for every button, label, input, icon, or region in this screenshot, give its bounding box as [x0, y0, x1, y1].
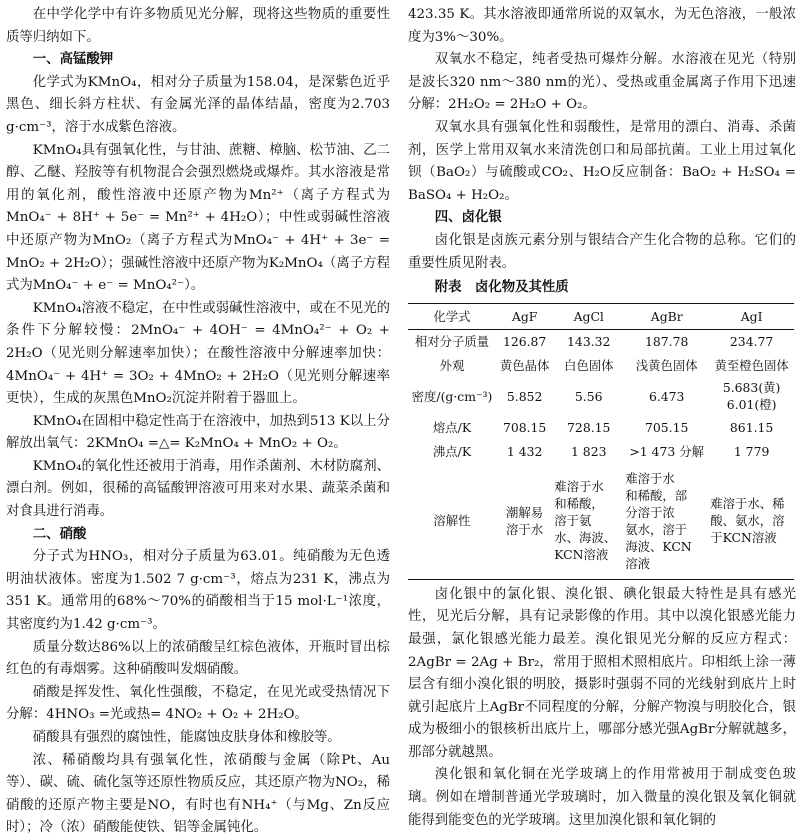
- table-header-row: [408, 303, 794, 329]
- section-heading-nitric-acid: 二、硝酸: [32, 526, 87, 542]
- table-cell: 234.77: [729, 333, 774, 349]
- kmno4-solid-paragraph: KMnO₄在固相中稳定性高于在溶液中，加热到513 K以上分解放出氧气：2KMnO₄ =△= K₂MnO₄ + MnO₂ + O₂。: [6, 413, 390, 452]
- table-cell: 熔点/K: [432, 419, 472, 435]
- table-cell: 187.78: [645, 333, 689, 349]
- table-cell: 5.852: [506, 388, 543, 404]
- peroxide-use-paragraph: 双氧水具有强氧化性和弱酸性，是常用的漂白、消毒、杀菌剂，医学上常用双氧水来清洗创口和局部抗菌。工业上用过氧化钡（BaO₂）与硫酸或CO₂、H₂O反应制备：BaO₂ + H₂SO₄ = BaSO₄ + H₂O₂。: [408, 119, 796, 203]
- table-cell: 难溶于水、稀 酸、氨水，溶 于KCN溶液: [709, 463, 794, 579]
- section-heading-silver-halide: 四、卤化银: [434, 210, 502, 226]
- table-row: [408, 439, 794, 463]
- table-cell: 143.32: [567, 333, 611, 349]
- table-cell: 相对分子质量: [414, 333, 490, 349]
- intro-paragraph: 在中学化学中有许多物质见光分解，现将这些物质的重要性质等归纳如下。: [6, 7, 390, 45]
- table-cell: 728.15: [567, 419, 611, 435]
- table-cell: >1 473 分解: [629, 443, 704, 459]
- silver-halide-table: [408, 303, 794, 580]
- table-cell: 1 432: [506, 443, 543, 459]
- table-cell: 126.87: [502, 333, 547, 349]
- table-row: [408, 415, 794, 439]
- table-cell: 705.15: [645, 419, 689, 435]
- table-row: [408, 329, 794, 353]
- section-heading-kmno4: 一、高锰酸钾: [32, 52, 114, 68]
- table-header-cell: AgCl: [553, 303, 624, 329]
- table-cell: 黄色晶体: [499, 357, 550, 373]
- table-cell: 沸点/K: [432, 443, 472, 459]
- table-header-cell: AgI: [709, 303, 794, 329]
- nitric-fuming-paragraph: 质量分数达86%以上的浓硝酸呈红棕色液体，开瓶时冒出棕红色的有毒烟雾。这种硝酸叫发烟硝酸。: [6, 639, 390, 678]
- table-row: [408, 377, 794, 415]
- table-cell: 861.15: [729, 419, 774, 435]
- table-cell: 浅黄色固体: [635, 357, 698, 373]
- table-title: 附表 卤化物及其性质: [434, 280, 569, 296]
- kmno4-decomposition-paragraph: KMnO₄溶液不稳定，在中性或弱碱性溶液中，或在不见光的条件下分解较慢：2MnO₄⁻ + 4OH⁻ = 4MnO₄²⁻ + O₂ + 2H₂O（见光则分解速率加快）；在酸性溶液中分解速率加快：4MnO₄⁻ + 4H⁺ = 3O₂ + 4MnO₂ + 2H₂O（见光则分解速率更快），生成的灰黑色MnO₂沉淀并附着于器皿上。: [6, 300, 390, 407]
- table-header-cell: AgBr: [624, 303, 709, 329]
- kmno4-oxidizing-paragraph: KMnO₄具有强氧化性，与甘油、蔗糖、樟脑、松节油、乙二醇、乙醚、羟胺等有机物混合会强烈燃烧或爆炸。其水溶液是常用的氧化剂，酸性溶液中还原产物为Mn²⁺（离子方程式为MnO₄⁻ + 8H⁺ + 5e⁻ = Mn²⁺ + 4H₂O）；中性或弱碱性溶液中还原产物为MnO₂（离子方程式为MnO₄⁻ + 4H⁺ + 3e⁻ = MnO₂ + 2H₂O）；强碱性溶液中还原产物为K₂MnO₄（离子方程式为MnO₄⁻ + e⁻ = MnO₄²⁻）。: [6, 142, 390, 294]
- table-cell: 潮解易 溶于水: [496, 463, 553, 579]
- table-cell: 1 779: [733, 443, 770, 459]
- photochromic-glass-paragraph: 溴化银和氧化铜在光学玻璃上的作用常被用于制成变色玻璃。例如在增制普通光学玻璃时，加入微量的溴化银及氧化铜就能得到能变色的光学玻璃。这里加溴化银和氧化铜的: [408, 767, 796, 828]
- table-row: [408, 463, 794, 579]
- table-cell: 外观: [439, 357, 465, 373]
- table-cell: 5.683(黄) 6.01(橙): [722, 380, 781, 413]
- peroxide-unstable-paragraph: 双氧水不稳定，纯者受热可爆炸分解。水溶液在见光（特别是波长320 nm～380 nm的光）、受热或重金属离子作用下迅速分解：2H₂O₂ = 2H₂O + O₂。: [408, 52, 796, 113]
- table-cell: 密度/(g·cm⁻³): [411, 388, 493, 404]
- table-row: [408, 353, 794, 377]
- nitric-decomposition-paragraph: 硝酸是挥发性、氧化性强酸，不稳定，在见光或受热情况下分解：4HNO₃ =光或热= 4NO₂ + O₂ + 2H₂O。: [6, 684, 390, 723]
- table-cell: 1 823: [570, 443, 607, 459]
- silver-halide-photo-paragraph: 卤化银中的氯化银、溴化银、碘化银最大特性是具有感光性，见光后分解，具有记录影像的作用。其中以溴化银感光能力最强，氯化银感光能力最差。溴化银见光分解的反应方程式：2AgBr = 2Ag + Br₂，常用于照相术照相底片。印相纸上涂一薄层含有细小溴化银的明胶，摄影时强弱不同的光线射到底片上时就引起底片上AgBr不同程度的分解，分解产物溴与明胶化合，银成为极细小的银核析出底片上，哪部分感光强AgBr分解就越多，那部分就越黑。: [408, 586, 796, 760]
- table-cell: 白色固体: [563, 357, 614, 373]
- kmno4-formula-paragraph: 化学式为KMnO₄，相对分子质量为158.04，是深紫色近乎黑色、细长斜方柱状、有金属光泽的晶体结晶，密度为2.703 g·cm⁻³，溶于水成紫色溶液。: [6, 74, 390, 135]
- nitric-formula-paragraph: 分子式为HNO₃，相对分子质量为63.01。纯硝酸为无色透明油状液体。密度为1.502 7 g·cm⁻³，熔点为231 K，沸点为351 K。通常用的68%～70%的硝酸相当于15 mol·L⁻¹浓度，其密度约为1.42 g·cm⁻³。: [6, 549, 390, 633]
- left-column: [6, 4, 390, 840]
- table-cell: 难溶于水 和稀酸， 溶于氨 水、海波、 KCN溶液: [553, 463, 624, 579]
- table-cell: 难溶于水 和稀酸，部 分溶于浓 氨水，溶于 海波、KCN 溶液: [624, 463, 709, 579]
- table-header-cell: 化学式: [408, 303, 496, 329]
- table-cell: 5.56: [574, 388, 603, 404]
- table-cell: 6.473: [648, 388, 685, 404]
- table-cell: 708.15: [502, 419, 547, 435]
- table-cell: 黄至橙色固体: [714, 357, 789, 373]
- peroxide-continued-paragraph: 423.35 K。其水溶液即通常所说的双氧水，为无色溶液，一般浓度为3%～30%。: [408, 7, 796, 45]
- table-header-cell: AgF: [496, 303, 553, 329]
- right-column: [408, 4, 796, 832]
- kmno4-use-paragraph: KMnO₄的氧化性还被用于消毒，用作杀菌剂、木材防腐剂、漂白剂。例如，很稀的高锰酸钾溶液可用来对水果、蔬菜杀菌和对食具进行消毒。: [6, 458, 390, 520]
- nitric-corrosive-paragraph: 硝酸具有强烈的腐蚀性，能腐蚀皮肤身体和橡胶等。: [32, 730, 341, 745]
- nitric-oxidizing-paragraph: 浓、稀硝酸均具有强氧化性，浓硝酸与金属（除Pt、Au等）、碳、硫、硫化氢等还原性物质反应，其还原产物为NO₂，稀硝酸的还原产物主要是NO，有时也有NH₄⁺（与Mg、Zn反应时）；冷（浓）硝酸能使铁、铝等金属钝化。: [6, 752, 390, 836]
- silver-halide-intro-paragraph: 卤化银是卤族元素分别与银结合产生化合物的总称。它们的重要性质见附表。: [408, 232, 796, 271]
- table-cell: 溶解性: [408, 463, 496, 579]
